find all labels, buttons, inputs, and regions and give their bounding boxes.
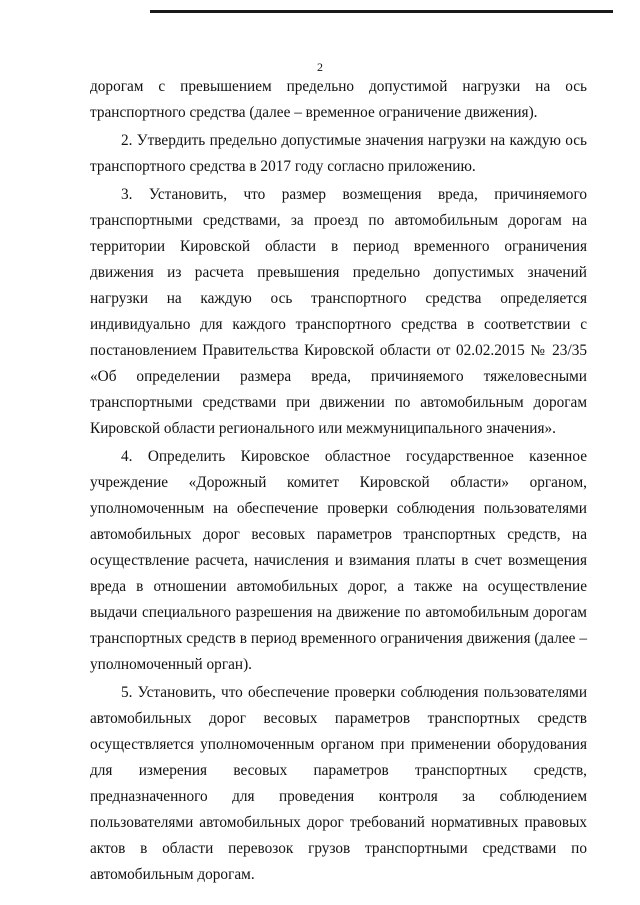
paragraph-4: 4. Определить Кировское областное государственное казенное учреждение «Дорожный комитет Кировской области» органом, уполномоченным на обеспечение проверки соблюдения пользователями автомобильных дорог весовых параметров транспортных средств, на осуществление расчета, начисления и взимания платы в счет возмещения вреда в отношении автомобильных дорог, а также на осуществление выдачи специального разрешения на движение по автомобильным дорогам транспортных средств в период временного ограничения движения (далее – уполномоченный орган).	[90, 448, 587, 673]
top-rule-line	[150, 10, 613, 13]
paragraph-3: 3. Установить, что размер возмещения вреда, причиняемого транспортными средствами, за проезд по автомобильным дорогам на территории Кировской области в период временного ограничения движения из расчета превышения предельно допустимых значений нагрузки на каждую ось транспортного средства определяется индивидуально для каждого транспортного средства в соответствии с постановлением Правительства Кировской области от 02.02.2015 № 23/35 «Об определении размера вреда, причиняемого тяжеловесными транспортными средствами при движении по автомобильным дорогам Кировской области регионального или межмуниципального значения».	[90, 186, 587, 437]
paragraph-5: 5. Установить, что обеспечение проверки соблюдения пользователями автомобильных дорог весовых параметров транспортных средств осуществляется уполномоченным органом при применении оборудования для измерения весовых параметров транспортных средств, предназначенного для проведения контроля за соблюдением пользователями автомобильных дорог требований нормативных правовых актов в области перевозок грузов транспортными средствами по автомобильным дорогам.	[90, 684, 587, 883]
paragraph-2: 2. Утвердить предельно допустимые значения нагрузки на каждую ось транспортного средства в 2017 году согласно приложению.	[90, 132, 587, 175]
document-body	[90, 74, 587, 888]
paragraph-continuation: дорогам с превышением предельно допустимой нагрузки на ось транспортного средства (далее – временное ограничение движения).	[90, 78, 587, 121]
page-number: 2	[317, 60, 323, 74]
